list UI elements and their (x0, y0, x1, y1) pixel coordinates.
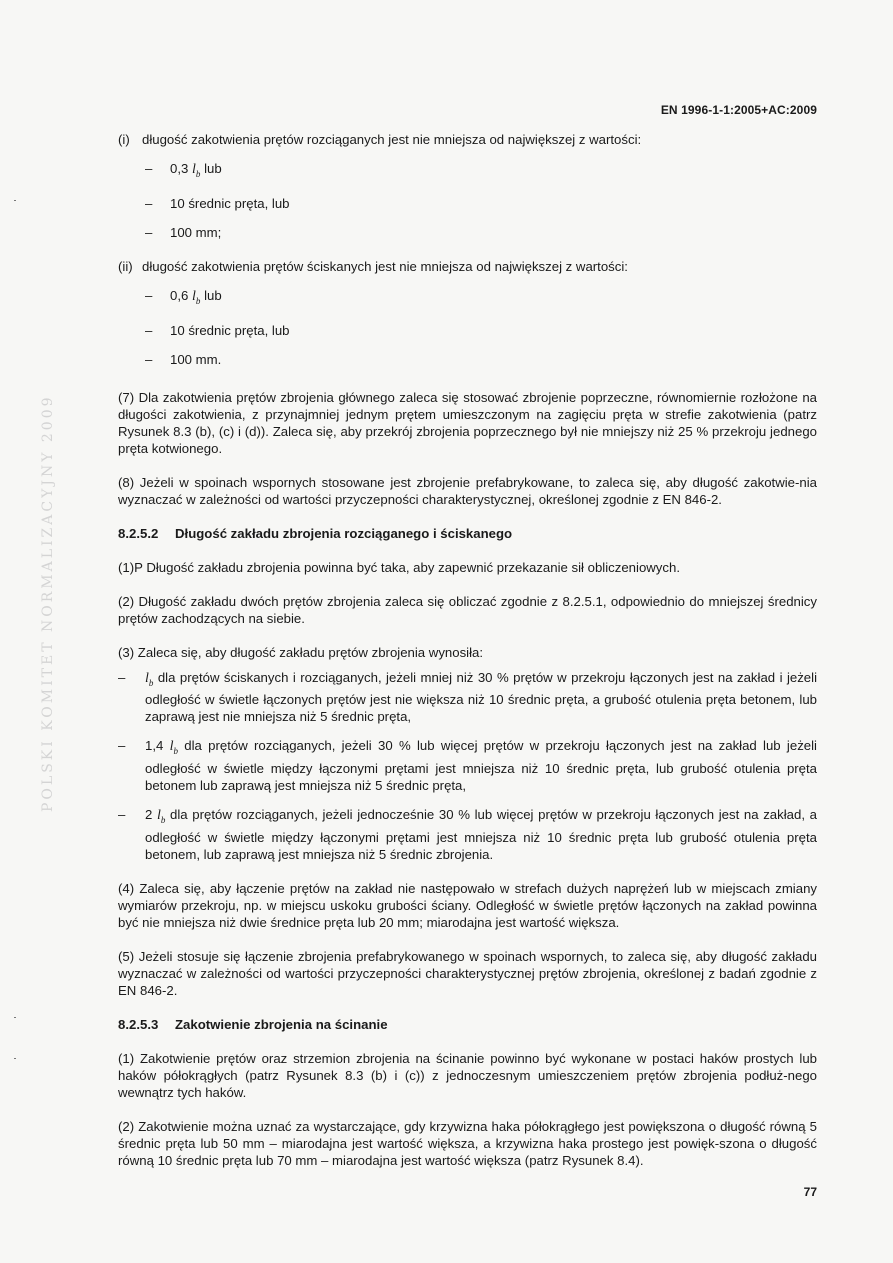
paragraph-5: (5) Jeżeli stosuje się łączenie zbrojenia prefabrykowanego w spoinach wspornych, to zaleca się, aby długość zakładu wyznaczać w zależności od wartości przyczepności charakterystycznej prętów zbrojenia, określonej z badań zgodnie z EN 846-2. (118, 948, 817, 998)
list-item: – $l_b$ dla prętów ściskanych i rozciąganych, jeżeli mniej niż 30 % prętów w przekroju łączonych jest na zakład i jeżeli odległość w świetle łączonych prętów jest nie większa niż 10 średnic pręta, a grubość otulenia pręta betonem, lub zaprawą jest nie mniejsza niż 5 średnic pręta, (118, 669, 817, 725)
clause-number: (i) (118, 132, 130, 147)
clause-ii-options (118, 287, 817, 368)
paragraph-2: (2) Długość zakładu dwóch prętów zbrojenia zaleca się obliczać zgodnie z 8.2.5.1, odpowiednio do mniejszej średnicy prętów zachodzących na siebie. (118, 593, 817, 626)
paragraph-1p: (1)P Długość zakładu zbrojenia powinna być taka, aby zapewnić przekazanie sił obliczeniowych. (118, 559, 680, 575)
paragraph-8: (8) Jeżeli w spoinach wspornych stosowane jest zbrojenie prefabrykowane, to zaleca się, aby długość zakotwie-nia wyznaczać w zależności od wartości przyczepności charakterystycznej, określonej zgodnie z EN 846-2. (118, 474, 817, 507)
section-heading-8-2-5-3: 8.2.5.3 Zakotwienie zbrojenia na ścinanie (118, 1016, 388, 1032)
watermark: POLSKI KOMITET NORMALIZACYJNY 2009 (40, 394, 56, 812)
standard-code: EN 1996-1-1:2005+AC:2009 (660, 103, 817, 117)
list-item: – 10 średnic pręta, lub (145, 322, 290, 338)
lap-length-list (118, 669, 817, 863)
list-item: – 100 mm. (145, 351, 222, 367)
clause-ii (118, 258, 817, 275)
section-heading-8-2-5-2: 8.2.5.2 Długość zakładu zbrojenia rozciąganego i ściskanego (118, 525, 513, 541)
clause-number: (ii) (118, 258, 133, 274)
scan-artifact (14, 200, 16, 201)
clause-i-options (118, 160, 817, 241)
clause-text: długość zakotwienia prętów rozciąganych jest nie mniejsza od największej z wartości: (142, 132, 642, 147)
paragraph-shear-1: (1) Zakotwienie prętów oraz strzemion zbrojenia na ścinanie powinno być wykonane w postaci haków prostych lub haków półokrągłych (patrz Rysunek 8.3 (b) i (c)) z jednoczesnym umieszczeniem prętów zbrojenia podłuż-nego wewnątrz tych haków. (118, 1050, 817, 1100)
paragraph-7: (7) Dla zakotwienia prętów zbrojenia głównego zaleca się stosować zbrojenie poprzeczne, równomiernie rozłożone na długości zakotwienia, z przynajmniej jednym prętem umieszczonym na zagięciu pręta w strefie zakotwienia (patrz Rysunek 8.3 (b), (c) i (d)). Zaleca się, aby przekrój zbrojenia poprzecznego był nie mniejszy niż 25 % przekroju jednego pręta kotwionego. (118, 389, 817, 456)
scan-artifact (14, 1058, 16, 1059)
list-item: – 1,4 $l_b$ dla prętów rozciąganych, jeżeli 30 % lub więcej prętów w przekroju łączonych jest na zakład lub jeżeli odległość w świetle między łączonymi prętami jest mniejsza niż 10 średnic pręta, lub grubość otulenia pręta betonem lub zaprawą jest mniejsza niż 5 średnic pręta, (118, 738, 817, 794)
list-item: – 100 mm; (145, 224, 222, 240)
paragraph-shear-2: (2) Zakotwienie można uznać za wystarczające, gdy krzywizna haka półokrągłego jest powiększona o długość równą 5 średnic pręta lub 50 mm – miarodajna jest wartość większa, a krzywizna haka prostego jest powięk-szona o długość równą 10 średnic pręta lub 70 mm – miarodajna jest wartość większa (patrz Rysunek 8.4). (118, 1118, 817, 1168)
list-item: – 2 $l_b$ dla prętów rozciąganych, jeżeli jednocześnie 30 % lub więcej prętów w przekroju łączonych jest na zakład, a odległość w świetle między łączonymi prętami jest mniejsza niż 10 średnic pręta lub grubość otulenia pręta betonem, lub zaprawą jest mniejsza niż 5 średnic zbrojenia. (118, 807, 817, 862)
paragraph-3: (3) Zaleca się, aby długość zakładu prętów zbrojenia wynosiła: (118, 644, 484, 660)
clause-i (118, 131, 817, 148)
paragraph-4: (4) Zaleca się, aby łączenie prętów na zakład nie następowało w strefach dużych naprężeń lub w miejscach zmiany wymiarów przekroju, np. w miejscu uskoku grubości ściany. Odległość w świetle prętów łączonych na zakład powinna być nie mniejsza niż dwie średnice pręta lub 20 mm; miarodajna jest wartość większa. (118, 880, 817, 930)
scan-artifact (14, 1017, 16, 1018)
list-item: – 0,6 $l_b$ lub (145, 287, 222, 306)
page-number: 77 (803, 1185, 817, 1199)
list-item: – 0,3 $l_b$ lub (145, 161, 222, 179)
main-content (118, 131, 817, 1169)
list-item: – 10 średnic pręta, lub (145, 195, 290, 211)
clause-text: długość zakotwienia prętów ściskanych jest nie mniejsza od największej z wartości: (142, 258, 628, 274)
